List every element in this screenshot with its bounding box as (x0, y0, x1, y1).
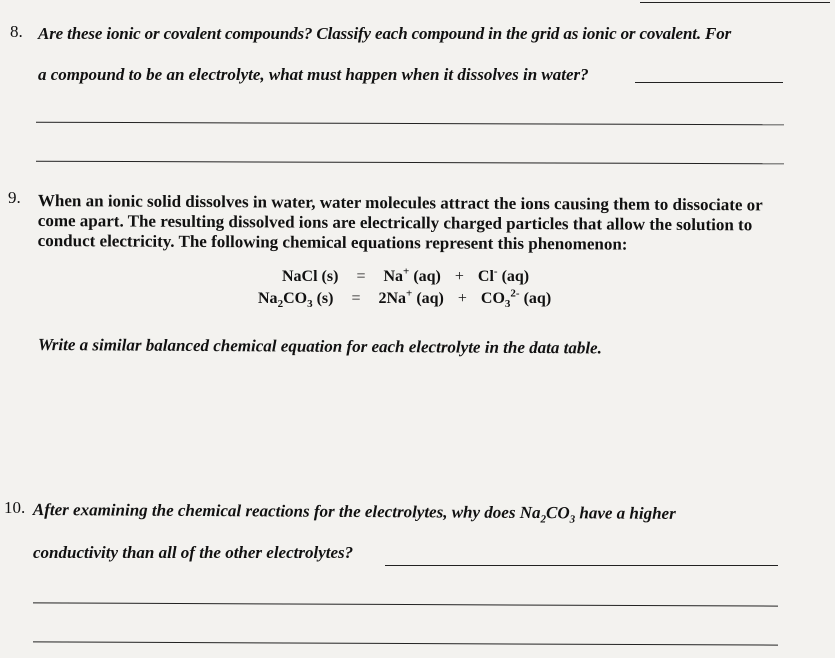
eq1-product-2: Cl- (aq) (477, 265, 530, 285)
question-10-line1: After examining the chemical reactions for the electrolytes, why does $Na_2CO_3$ have a higher (32, 500, 676, 526)
q10-answer-line-2[interactable] (33, 602, 778, 606)
question-10-line2: conductivity than all of the other electrolytes? (33, 543, 354, 562)
question-8-line2: a compound to be an electrolyte, what must happen when it dissolves in water? (38, 65, 589, 84)
top-border-line (640, 2, 830, 3)
q8-answer-line-2[interactable] (36, 122, 784, 126)
eq1-reactant: NaCl (s) (282, 268, 339, 285)
q10-answer-line-1[interactable] (385, 565, 778, 566)
equation-1 (282, 265, 530, 286)
eq2-product-2: $CO_3^{2-}$ (aq) (480, 287, 552, 311)
eq2-equals: = (351, 290, 361, 307)
eq2-plus: + (457, 290, 467, 307)
eq1-product-1: Na+ (aq) (383, 265, 441, 285)
eq2-reactant: $Na_2CO_3$ (s) (258, 290, 334, 311)
eq1-plus: + (454, 268, 464, 285)
question-9-paragraph: When an ionic solid dissolves in water, water molecules attract the ions causing them to dissociate or come apart. The resulting dissolved ions are electrically charged particles that allow the solution to conduct electricity. The following chemical equations represent this phenomenon: (37, 191, 763, 254)
question-8-number: 8. (10, 22, 23, 41)
q10-answer-line-3[interactable] (33, 641, 778, 645)
q8-answer-line-3[interactable] (36, 161, 784, 165)
q8-answer-line-1[interactable] (635, 82, 783, 83)
question-9-number: 9. (8, 188, 21, 207)
question-8-line1: Are these ionic or covalent compounds? Classify each compound in the grid as ionic or covalent. For (38, 24, 732, 43)
question-9-instruction: Write a similar balanced chemical equation for each electrolyte in the data table. (37, 335, 602, 358)
question-10-number: 10. (4, 498, 26, 517)
eq1-equals: = (356, 268, 366, 285)
eq2-product-1: 2Na+ (aq) (378, 287, 444, 307)
equation-2 (258, 287, 552, 311)
